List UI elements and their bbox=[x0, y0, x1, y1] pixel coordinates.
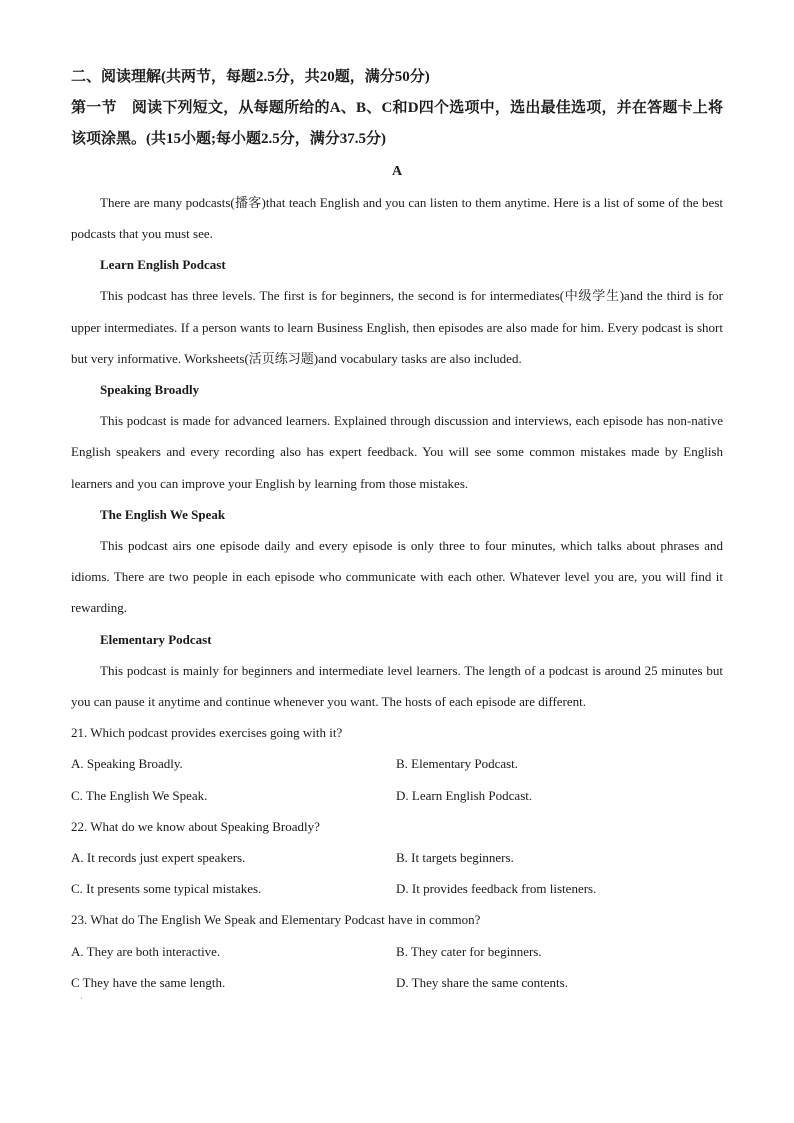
option-row bbox=[71, 967, 723, 998]
question-stem: 22. What do we know about Speaking Broadly? bbox=[71, 818, 320, 834]
section-title: 二、阅读理解(共两节，每题2.5分，共20题，满分50分) bbox=[71, 69, 430, 85]
option-row bbox=[71, 936, 723, 967]
podcast-title: Elementary Podcast bbox=[100, 631, 212, 647]
podcast-description: This podcast has three levels. The first is for beginners, the second is for intermediates(中级学生)and the third is for upper intermediates. If a person wants to learn Business English, then episodes are also made for him. Every podcast is short but very informative. Worksheets(活页练习题)and vocabulary tasks are also included. bbox=[71, 288, 723, 366]
part-instruction: 第一节 阅读下列短文，从每题所给的A、B、C和D四个选项中，选出最佳选项，并在答题卡上将该项涂黑。(共15小题;每小题2.5分，满分37.5分) bbox=[71, 100, 723, 148]
question-stem: 21. Which podcast provides exercises going with it? bbox=[71, 725, 343, 741]
stray-mark: · bbox=[80, 994, 83, 1003]
option-d: D. Learn English Podcast. bbox=[396, 787, 533, 803]
podcast-title: The English We Speak bbox=[100, 506, 226, 522]
option-d: D. It provides feedback from listeners. bbox=[396, 881, 597, 897]
podcast-description: This podcast is made for advanced learners. Explained through discussion and interviews, each episode has non-native English speakers and every recording also has expert feedback. You will see some common mistakes made by English learners and you can improve your English by learning from those mistakes. bbox=[71, 413, 723, 491]
option-row bbox=[71, 842, 723, 873]
podcast-title: Speaking Broadly bbox=[100, 382, 200, 398]
option-c: C. It presents some typical mistakes. bbox=[71, 881, 262, 897]
podcast-title: Learn English Podcast bbox=[100, 257, 226, 273]
option-d: D. They share the same contents. bbox=[396, 974, 568, 990]
podcast-description: This podcast airs one episode daily and every episode is only three to four minutes, which talks about phrases and idioms. There are two people in each episode who communicate with each other. Whatever level you are, you will find it rewarding. bbox=[71, 538, 723, 616]
option-b: B. They cater for beginners. bbox=[396, 943, 542, 959]
passage-label: A bbox=[391, 163, 403, 179]
question-stem: 23. What do The English We Speak and Elementary Podcast have in common? bbox=[71, 912, 481, 928]
option-a: A. They are both interactive. bbox=[71, 943, 221, 959]
option-a: A. It records just expert speakers. bbox=[71, 850, 246, 866]
option-c: C They have the same length. bbox=[71, 974, 226, 990]
option-b: B. It targets beginners. bbox=[396, 850, 514, 866]
exam-page bbox=[71, 62, 723, 998]
option-row bbox=[71, 780, 723, 811]
podcast-description: This podcast is mainly for beginners and intermediate level learners. The length of a podcast is around 25 minutes but you can pause it anytime and continue whenever you want. The hosts of each episode are different. bbox=[71, 662, 723, 710]
option-b: B. Elementary Podcast. bbox=[396, 756, 519, 772]
option-row bbox=[71, 873, 723, 904]
option-c: C. The English We Speak. bbox=[71, 787, 208, 803]
option-a: A. Speaking Broadly. bbox=[71, 756, 183, 772]
intro-paragraph: There are many podcasts(播客)that teach English and you can listen to them anytime. Here is a list of some of the best podcasts that you must see. bbox=[71, 194, 723, 242]
option-row bbox=[71, 748, 723, 779]
